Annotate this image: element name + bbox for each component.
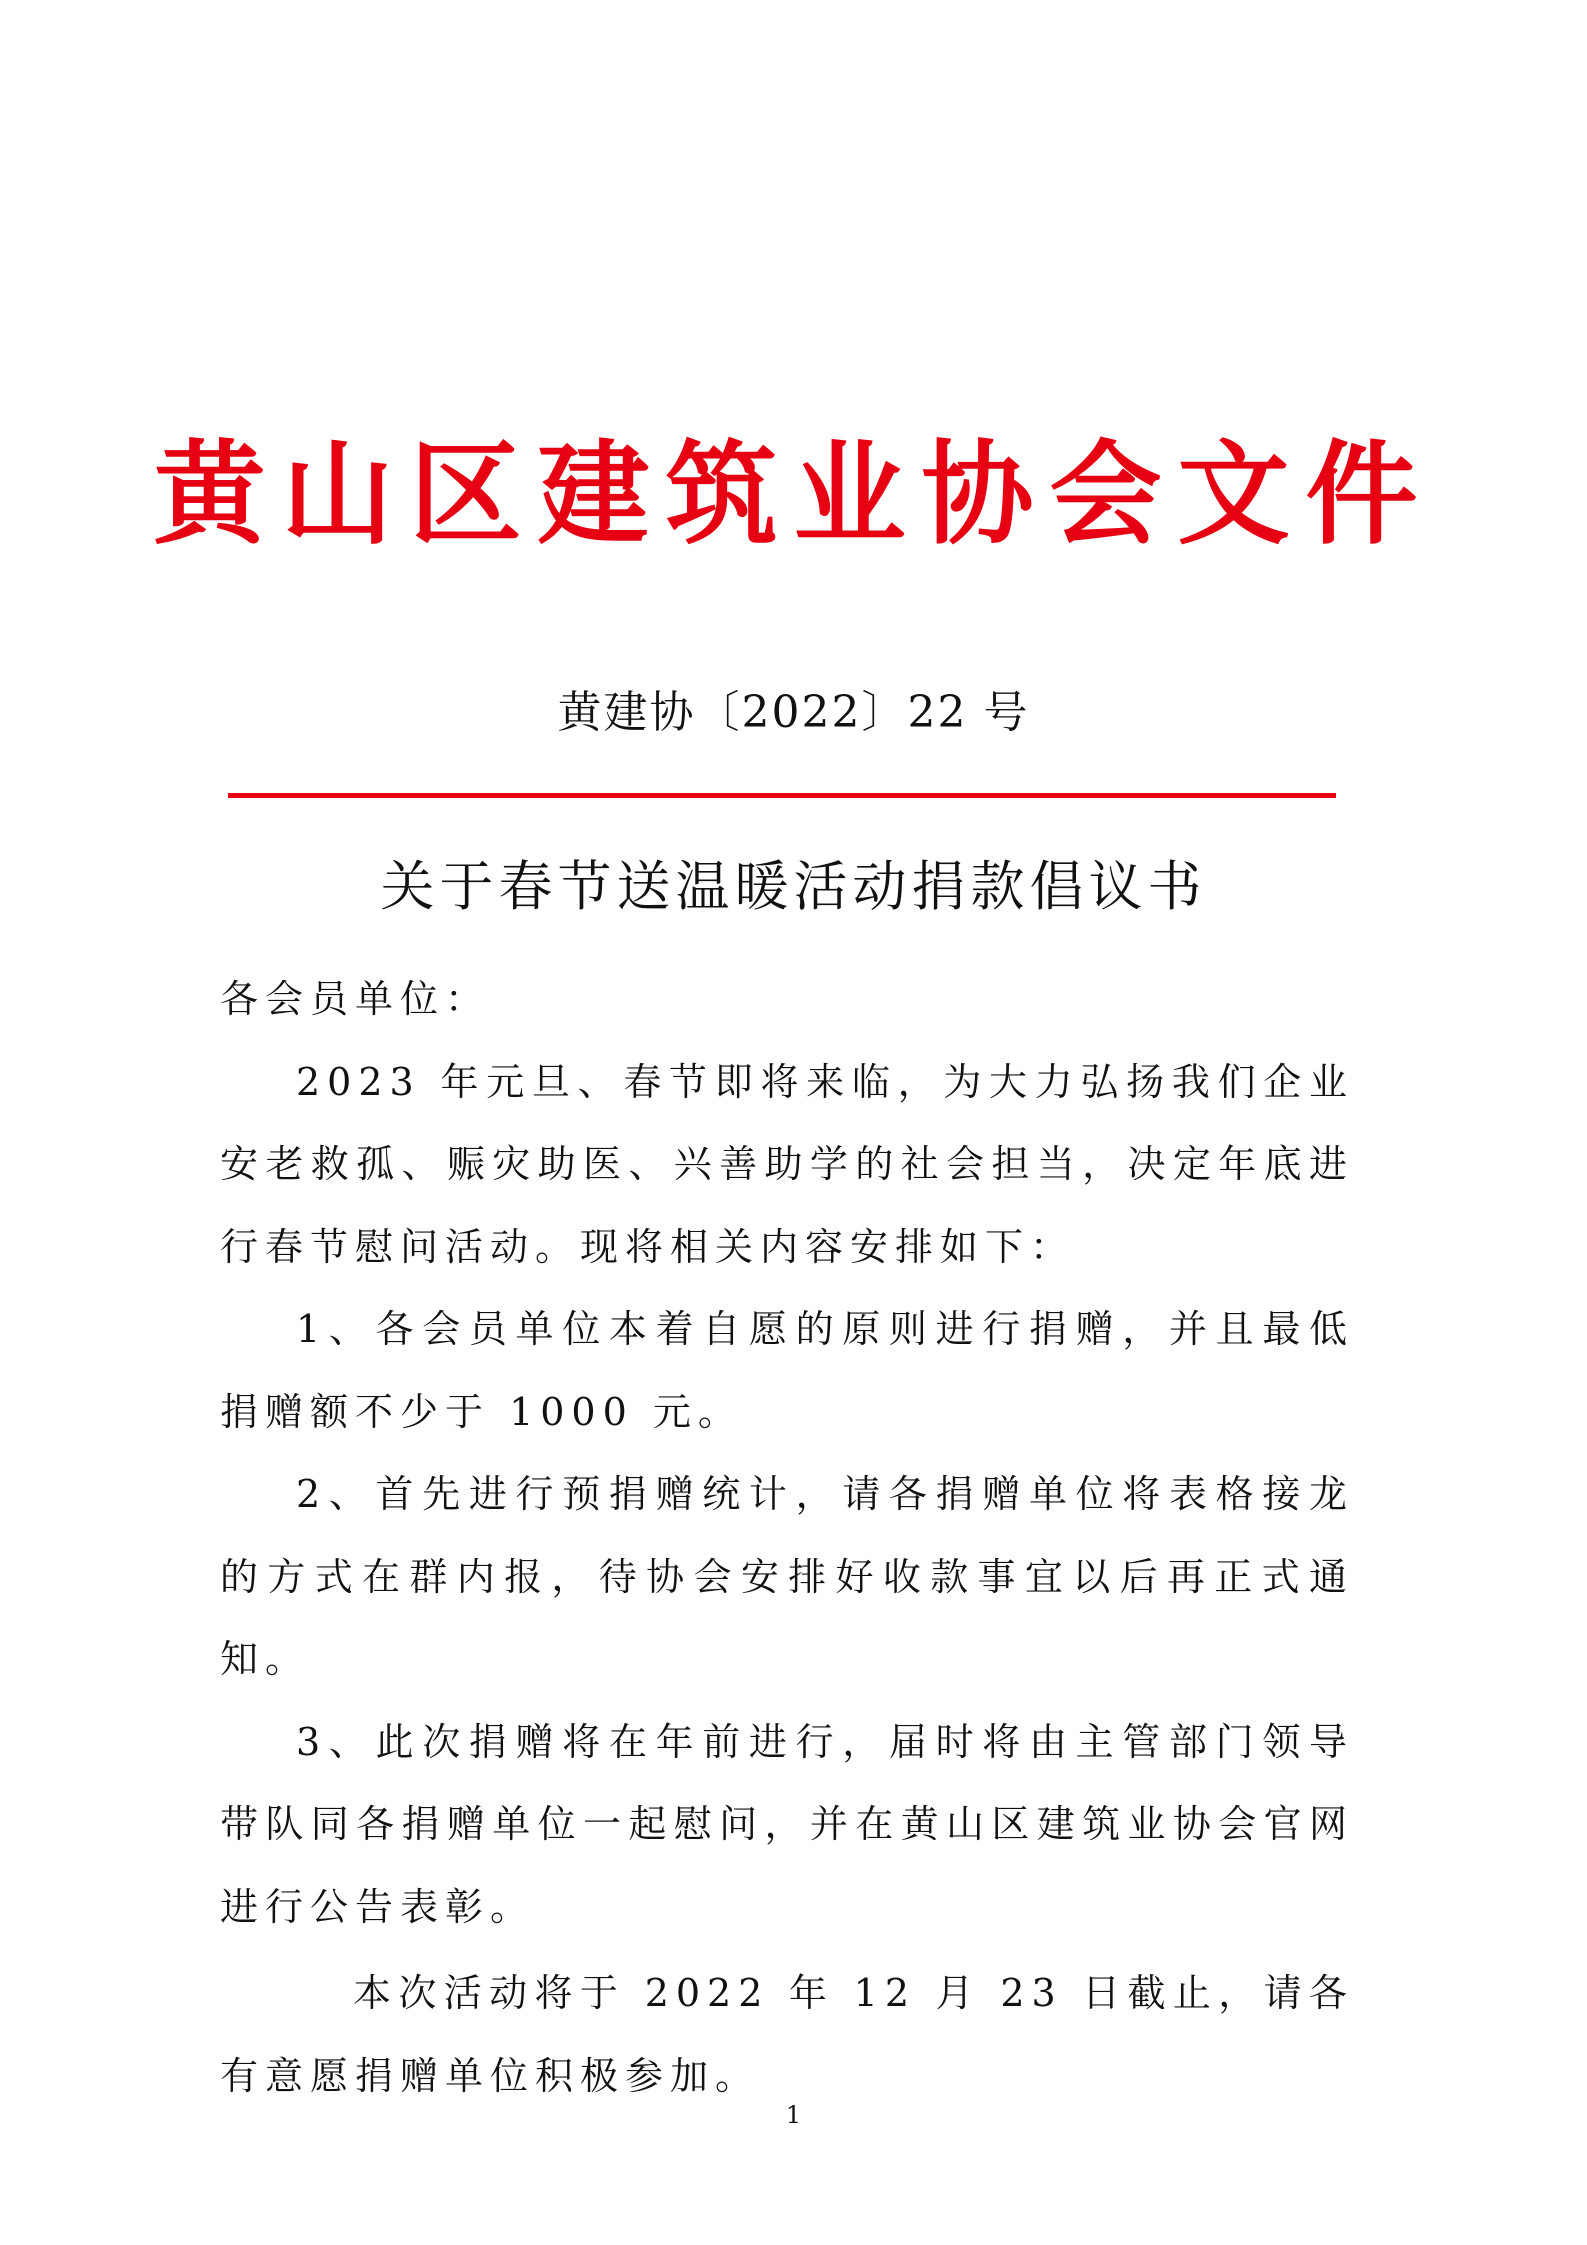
body-paragraph-item-3: 3、此次捐赠将在年前进行，届时将由主管部门领导带队同各捐赠单位一起慰问，并在黄山区建筑业协会官网进行公告表彰。 xyxy=(220,1719,1354,1929)
page-number: 1 xyxy=(785,2101,802,2129)
closing-paragraph: 本次活动将于 2022 年 12 月 23 日截止，请各有意愿捐赠单位积极参加。 xyxy=(220,1971,1354,2098)
body-paragraph-intro: 2023 年元旦、春节即将来临，为大力弘扬我们企业安老救孤、赈灾助医、兴善助学的社会担当，决定年底进行春节慰问活动。现将相关内容安排如下： xyxy=(220,1059,1354,1269)
document-body xyxy=(220,958,1354,2117)
document-title: 关于春节送温暖活动捐款倡议书 xyxy=(380,855,1207,918)
body-paragraph-item-2: 2、首先进行预捐赠统计，请各捐赠单位将表格接龙的方式在群内报，待协会安排好收款事宜以后再正式通知。 xyxy=(220,1472,1354,1681)
red-divider-line xyxy=(228,793,1336,798)
masthead-title: 黄山区建筑业协会文件 xyxy=(153,430,1434,560)
salutation: 各会员单位： xyxy=(220,977,491,1021)
body-paragraph-item-1: 1、各会员单位本着自愿的原则进行捐赠，并且最低捐赠额不少于 1000 元。 xyxy=(220,1307,1354,1434)
document-number: 黄建协〔2022〕22 号 xyxy=(557,687,1030,738)
